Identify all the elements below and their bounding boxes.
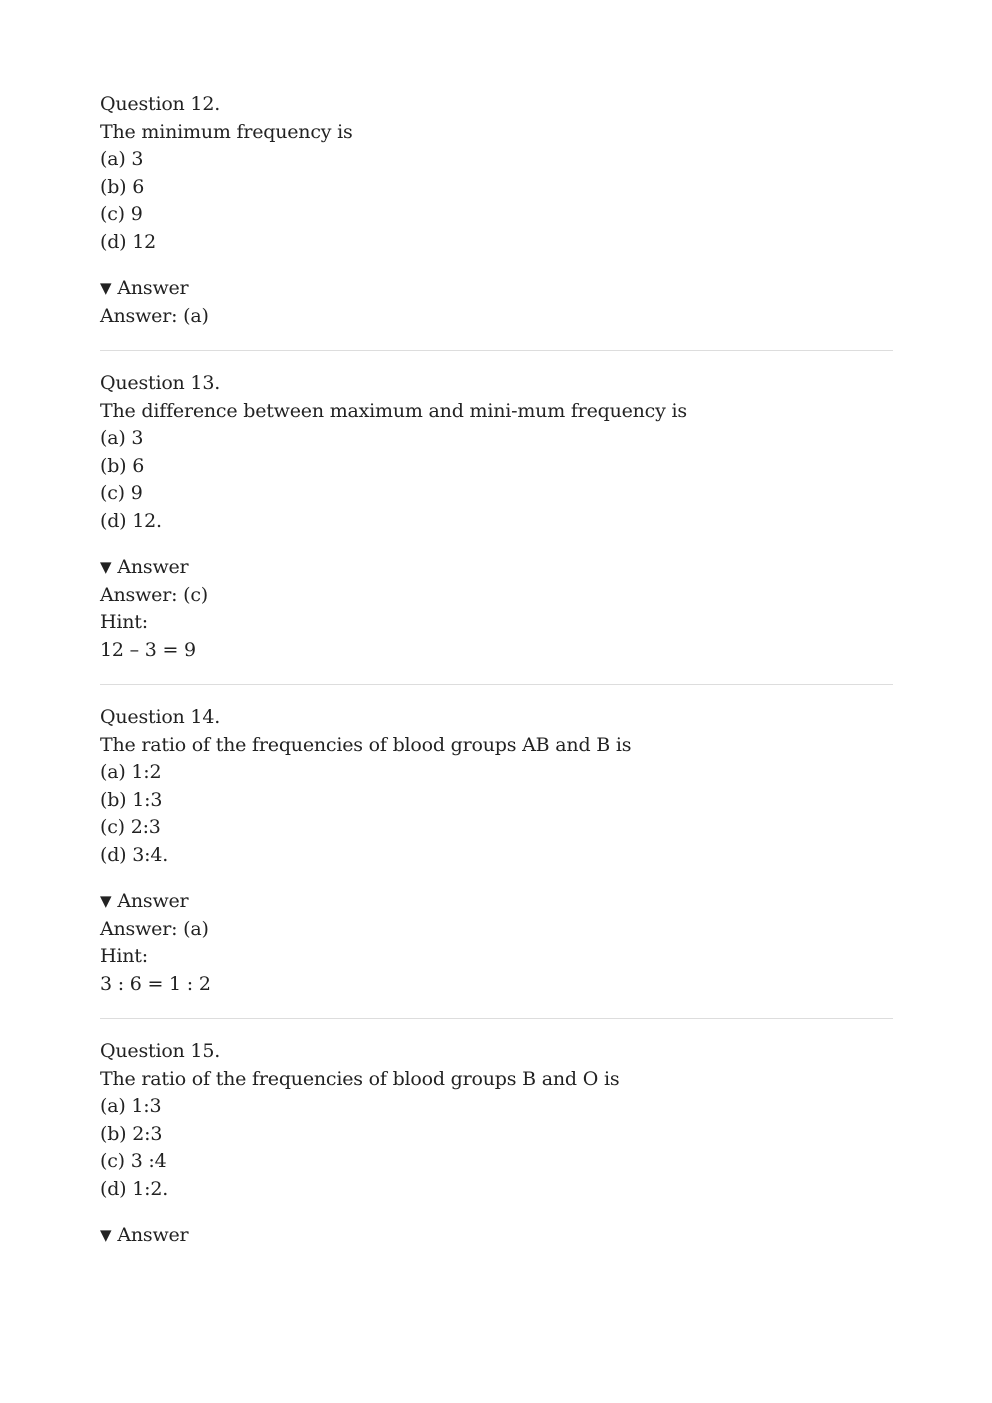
question-title: Question 15. [100, 1040, 221, 1062]
question-text: The ratio of the frequencies of blood groups AB and B is [100, 733, 632, 756]
question-text: The minimum frequency is [100, 120, 353, 143]
option-c: (c) 3 :4 [100, 1150, 167, 1172]
question-15 [100, 1038, 893, 1250]
option-d: (d) 12. [100, 509, 162, 532]
divider [100, 350, 893, 351]
answer-line: Answer: (a) [100, 304, 209, 327]
option-c: (c) 9 [100, 482, 143, 504]
answer-toggle-label: Answer [117, 556, 189, 578]
answer-toggle[interactable] [100, 554, 893, 582]
answer-toggle-label: Answer [117, 1224, 189, 1246]
triangle-down-icon: ▼ [100, 279, 112, 297]
answer-toggle[interactable] [100, 888, 893, 916]
triangle-down-icon: ▼ [100, 558, 112, 576]
answer-toggle-label: Answer [117, 277, 189, 299]
option-d: (d) 1:2. [100, 1177, 169, 1200]
divider [100, 1018, 893, 1019]
question-title: Question 13. [100, 372, 221, 394]
question-title: Question 12. [100, 93, 221, 115]
question-13 [100, 370, 893, 664]
question-text: The ratio of the frequencies of blood groups B and O is [100, 1067, 620, 1090]
hint-label: Hint: [100, 945, 148, 967]
answer-toggle[interactable] [100, 1222, 893, 1250]
question-12 [100, 91, 893, 330]
question-title: Question 14. [100, 706, 221, 728]
option-b: (b) 6 [100, 454, 145, 477]
option-d: (d) 12 [100, 230, 157, 253]
question-14 [100, 704, 893, 998]
answer-line: Answer: (a) [100, 917, 209, 940]
question-list [100, 91, 893, 1250]
answer-block [100, 1222, 893, 1250]
triangle-down-icon: ▼ [100, 1226, 112, 1244]
answer-block [100, 275, 893, 330]
question-text: The difference between maximum and mini-mum frequency is [100, 399, 687, 422]
option-b: (b) 6 [100, 175, 145, 198]
triangle-down-icon: ▼ [100, 892, 112, 910]
option-b: (b) 1:3 [100, 788, 163, 811]
answer-toggle[interactable] [100, 275, 893, 303]
option-a: (a) 3 [100, 427, 144, 449]
hint-text: 12 – 3 = 9 [100, 638, 196, 661]
answer-line: Answer: (c) [100, 583, 209, 606]
option-d: (d) 3:4. [100, 843, 169, 866]
option-a: (a) 1:3 [100, 1095, 162, 1117]
option-c: (c) 2:3 [100, 816, 161, 838]
hint-label: Hint: [100, 611, 148, 633]
option-c: (c) 9 [100, 203, 143, 225]
divider [100, 684, 893, 685]
hint-text: 3 : 6 = 1 : 2 [100, 972, 211, 995]
answer-toggle-label: Answer [117, 890, 189, 912]
answer-block [100, 554, 893, 664]
option-a: (a) 3 [100, 148, 144, 170]
option-a: (a) 1:2 [100, 761, 162, 783]
answer-block [100, 888, 893, 998]
option-b: (b) 2:3 [100, 1122, 163, 1145]
